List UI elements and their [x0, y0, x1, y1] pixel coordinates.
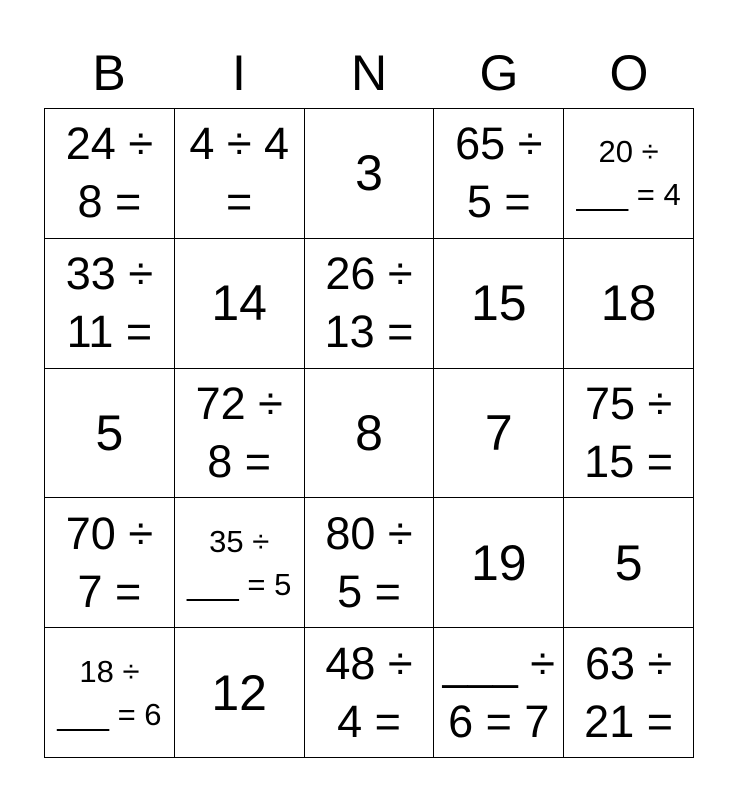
cell-text: 5: [614, 534, 643, 591]
cell-text: 5: [95, 404, 124, 461]
cell-text: 26 ÷ 13 =: [324, 248, 414, 358]
cell-text: 63 ÷ 21 =: [584, 637, 674, 747]
cell-text: 3: [355, 145, 383, 202]
header-letter-g: G: [479, 45, 519, 101]
cell-text: 80 ÷ 5 =: [325, 507, 413, 617]
cell-text: 75 ÷ 15 =: [584, 377, 674, 487]
header-letter-b: B: [92, 45, 126, 101]
cell-text: 33 ÷ 11 =: [65, 248, 154, 358]
cell-text: 48 ÷ 4 =: [325, 637, 413, 747]
bingo-cell[interactable]: [434, 239, 564, 369]
cell-text: 15: [470, 275, 527, 332]
cell-text: 18: [600, 275, 657, 332]
bingo-cell[interactable]: [564, 498, 694, 628]
bingo-cell[interactable]: [434, 628, 564, 758]
bingo-header: [44, 40, 694, 106]
bingo-cell[interactable]: [305, 239, 435, 369]
bingo-cell[interactable]: [434, 109, 564, 239]
bingo-cell[interactable]: [564, 109, 694, 239]
bingo-cell[interactable]: [305, 109, 435, 239]
bingo-cell[interactable]: [564, 628, 694, 758]
cell-text: 35 ÷ ___ = 5: [187, 523, 292, 602]
cell-text: 4 ÷ 4 =: [189, 118, 290, 228]
bingo-cell[interactable]: [175, 109, 305, 239]
header-letter-o: O: [609, 45, 649, 101]
bingo-card-grid: [44, 108, 694, 758]
cell-text: 70 ÷ 7 =: [65, 507, 154, 617]
cell-text: 65 ÷ 5 =: [455, 118, 543, 228]
bingo-cell[interactable]: [45, 239, 175, 369]
bingo-cell[interactable]: [305, 628, 435, 758]
bingo-cell[interactable]: [305, 369, 435, 499]
cell-text: 18 ÷ ___ = 6: [57, 653, 162, 732]
header-letter-i: I: [232, 45, 246, 101]
cell-text: 72 ÷ 8 =: [195, 377, 283, 487]
cell-text: 7: [484, 404, 513, 461]
bingo-cell[interactable]: [45, 628, 175, 758]
cell-text: 24 ÷ 8 =: [65, 118, 154, 228]
bingo-cell[interactable]: [175, 239, 305, 369]
bingo-cell[interactable]: [434, 498, 564, 628]
cell-text: 20 ÷ ___ = 4: [576, 134, 681, 213]
bingo-cell[interactable]: [45, 369, 175, 499]
cell-text: 12: [211, 664, 267, 721]
bingo-cell[interactable]: [564, 369, 694, 499]
bingo-cell[interactable]: [305, 498, 435, 628]
bingo-cell[interactable]: [175, 369, 305, 499]
cell-text: 8: [355, 404, 383, 461]
cell-text: 19: [470, 534, 527, 591]
bingo-cell[interactable]: [175, 498, 305, 628]
cell-text: ___ ÷ 6 = 7: [442, 637, 555, 747]
bingo-cell[interactable]: [434, 369, 564, 499]
bingo-cell[interactable]: [45, 498, 175, 628]
bingo-cell[interactable]: [564, 239, 694, 369]
header-letter-n: N: [350, 45, 388, 101]
bingo-cell[interactable]: [45, 109, 175, 239]
bingo-cell[interactable]: [175, 628, 305, 758]
cell-text: 14: [211, 275, 267, 332]
